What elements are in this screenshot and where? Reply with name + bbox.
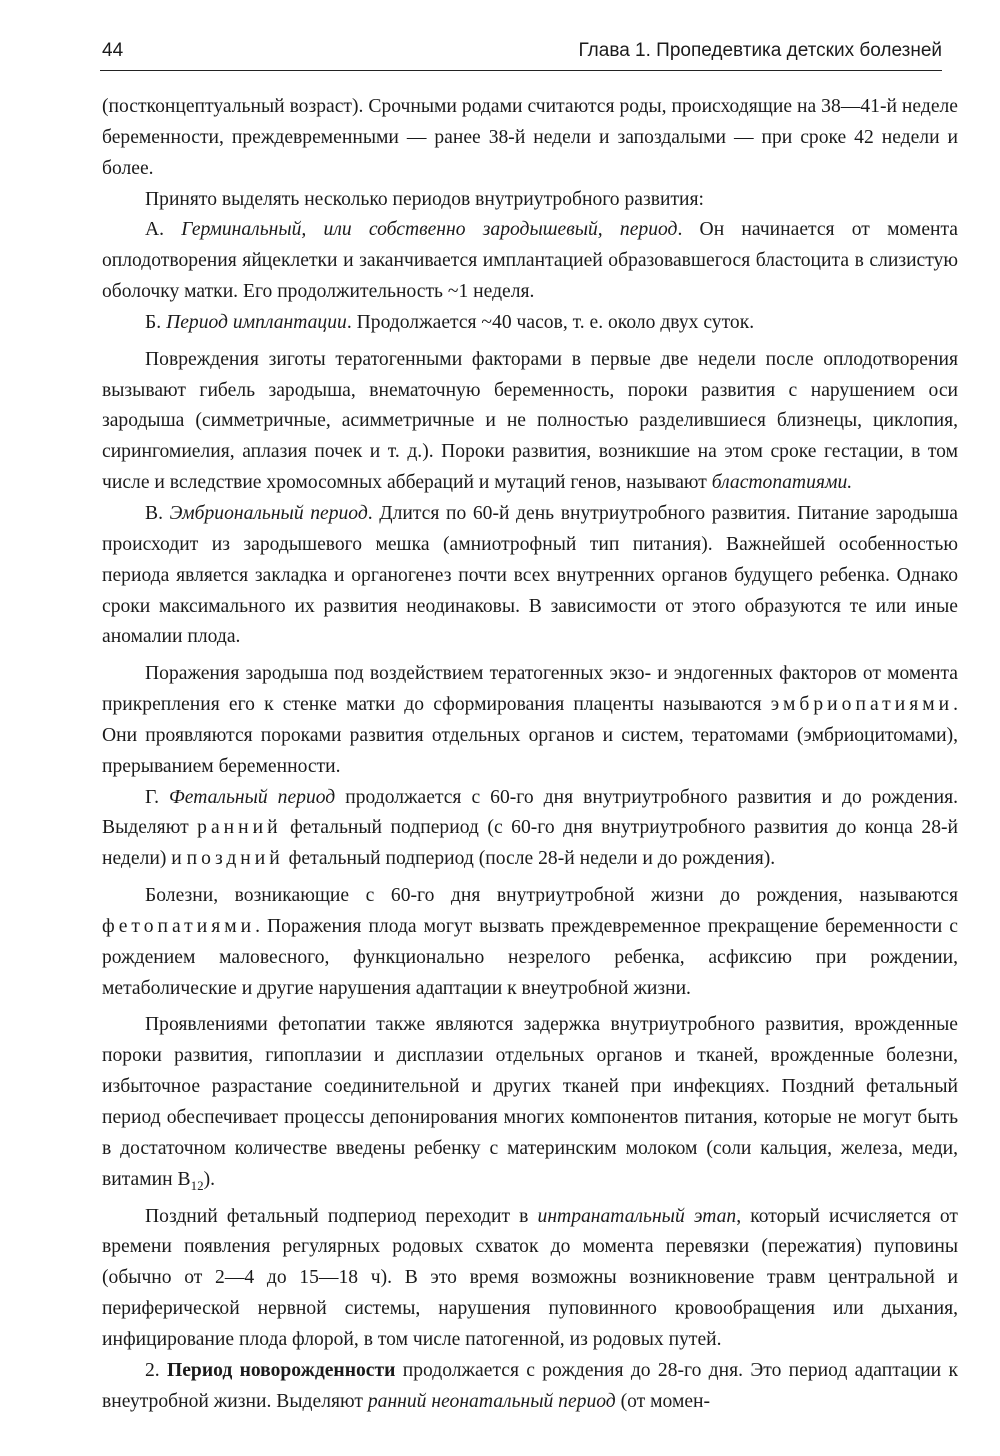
- italic-term: интранатальный этап: [537, 1205, 737, 1227]
- text-run: фетальный подпериод (с 60-го дня внутриутробного развития до конца 28-й недели) и: [102, 817, 959, 870]
- spaced-term: эмбриопатиями: [770, 694, 954, 716]
- paragraph: [102, 881, 958, 1004]
- italic-term: Период имплантации: [166, 311, 347, 333]
- italic-term: Фетальный период: [169, 786, 336, 808]
- paragraph: [102, 1010, 958, 1195]
- text-run: (постконцептуальный возраст). Срочными родами считаются роды, происходящие на 38—41-й неделе беременности, преждевременными — ранее 38-й недели и запоздалыми — при сроке 42 недели и более.: [102, 96, 958, 179]
- text-run: Проявлениями фетопатии также являются задержка внутриутробного развития, врожденные пороки развития, гипоплазии и дисплазии отдельных органов и тканей, врожденные болезни, избыточное разрастание соединительной и других тканей при инфекциях. Поздний фетальный период обеспечивает процессы депонирования многих компонентов питания, которые не могут быть в достаточном количестве введены ребенку с материнским молоком (соли кальция, железа, меди, витамин B: [102, 1014, 958, 1190]
- text-run: продолжается с 60-го дня внутриутробного развития и до рождения. Выделяют: [102, 786, 958, 839]
- spaced-term: поздний: [186, 848, 284, 870]
- paragraph: [102, 1202, 958, 1356]
- paragraph: [102, 659, 958, 782]
- page-number: 44: [102, 40, 124, 61]
- text-run: А.: [145, 219, 182, 241]
- text-run: Г.: [145, 786, 170, 808]
- text-run: фетальный подпериод (после 28-й недели и до рождения).: [283, 848, 776, 870]
- text-run: Поздний фетальный подпериод переходит в: [145, 1205, 538, 1227]
- paragraph: [102, 185, 958, 216]
- italic-term: Герминальный, или собственно зародышевый, период: [181, 219, 678, 241]
- text-run: . Они проявляются пороками развития отдельных органов и систем, тератомами (эмбриоцитомами), прерыванием беременности.: [102, 694, 958, 777]
- italic-term: ранний неонатальный период: [367, 1390, 616, 1412]
- text-run: 2.: [145, 1359, 167, 1381]
- text-run: продолжается с рождения до 28-го дня. Это период адаптации к внеутробной жизни. Выделяют: [102, 1359, 958, 1412]
- spaced-term: фетопатиями: [102, 915, 256, 937]
- text-run: Поражения зародыша под воздействием тератогенных экзо- и эндогенных факторов от момента прикрепления его к стенке матки до сформирования плаценты называются: [102, 663, 958, 716]
- text-run: ).: [203, 1168, 216, 1190]
- paragraph: [102, 215, 958, 308]
- paragraph: [102, 783, 958, 876]
- italic-term: бластопатиями.: [711, 472, 853, 494]
- text-run: (от момен-: [615, 1390, 711, 1412]
- text-run: В.: [145, 502, 170, 524]
- text-run: . Поражения плода могут вызвать преждевременное прекращение беременности с рождением маловесного, функционально незрелого ребенка, асфиксию при рождении, метаболические и другие нарушения адаптации к внеутробной жизни.: [102, 915, 958, 999]
- text-run: . Длится по 60-й день внутриутробного развития. Питание зародыша происходит из зародышевого мешка (амниотрофный тип питания). Важнейшей особенностью периода является закладка и органогенез почти всех внутренних органов будущего ребенка. Однако сроки максимального их развития неодинаковы. В зависимости от этого образуются те или иные аномалии плода.: [102, 502, 958, 648]
- text-run: , который исчисляется от времени появления регулярных родовых схваток до момента перевязки (пережатия) пуповины (обычно от 2—4 до 15—18 ч). В это время возможны возникновение травм центральной и периферической нервной системы, нарушения пуповинного кровообращения или дыхания, инфицирование плода флорой, в том числе патогенной, из родовых путей.: [102, 1205, 958, 1350]
- bold-term: Период новорожденности: [167, 1359, 396, 1381]
- chapter-title: Глава 1. Пропедевтика детских болезней: [578, 40, 942, 61]
- text-run: Принято выделять несколько периодов внутриутробного развития:: [145, 188, 704, 210]
- text-run: . Он начинается от момента оплодотворения яйцеклетки и заканчивается имплантацией образовавшегося бластоцита в слизистую оболочку матки. Его продолжительность ~1 неделя.: [102, 219, 958, 303]
- text-run: Болезни, возникающие с 60-го дня внутриутробной жизни до рождения, называются: [145, 885, 958, 907]
- italic-term: Эмбриональный период: [169, 502, 368, 524]
- spaced-term: ранний: [197, 817, 282, 839]
- paragraph: [102, 345, 958, 499]
- running-header: [100, 34, 942, 71]
- text-run: . Продолжается ~40 часов, т. е. около двух суток.: [346, 311, 755, 333]
- text-run: Б.: [145, 311, 167, 333]
- body-text: [102, 92, 958, 1417]
- paragraph: [102, 92, 958, 185]
- text-run: Повреждения зиготы тератогенными факторами в первые две недели после оплодотворения вызывают гибель зародыша, внематочную беременность, пороки развития с нарушением оси зародыша (симметричные, асимметричные и не полностью разделившиеся близнецы, циклопия, сирингомиелия, аплазия почек и т. д.). Пороки развития, возникшие на этом сроке гестации, в том числе и вследствие хромосомных аббераций и мутаций генов, называют: [102, 348, 958, 494]
- paragraph: [102, 308, 958, 339]
- subscript: 12: [190, 1177, 204, 1193]
- paragraph: [102, 1356, 958, 1418]
- paragraph: [102, 499, 958, 653]
